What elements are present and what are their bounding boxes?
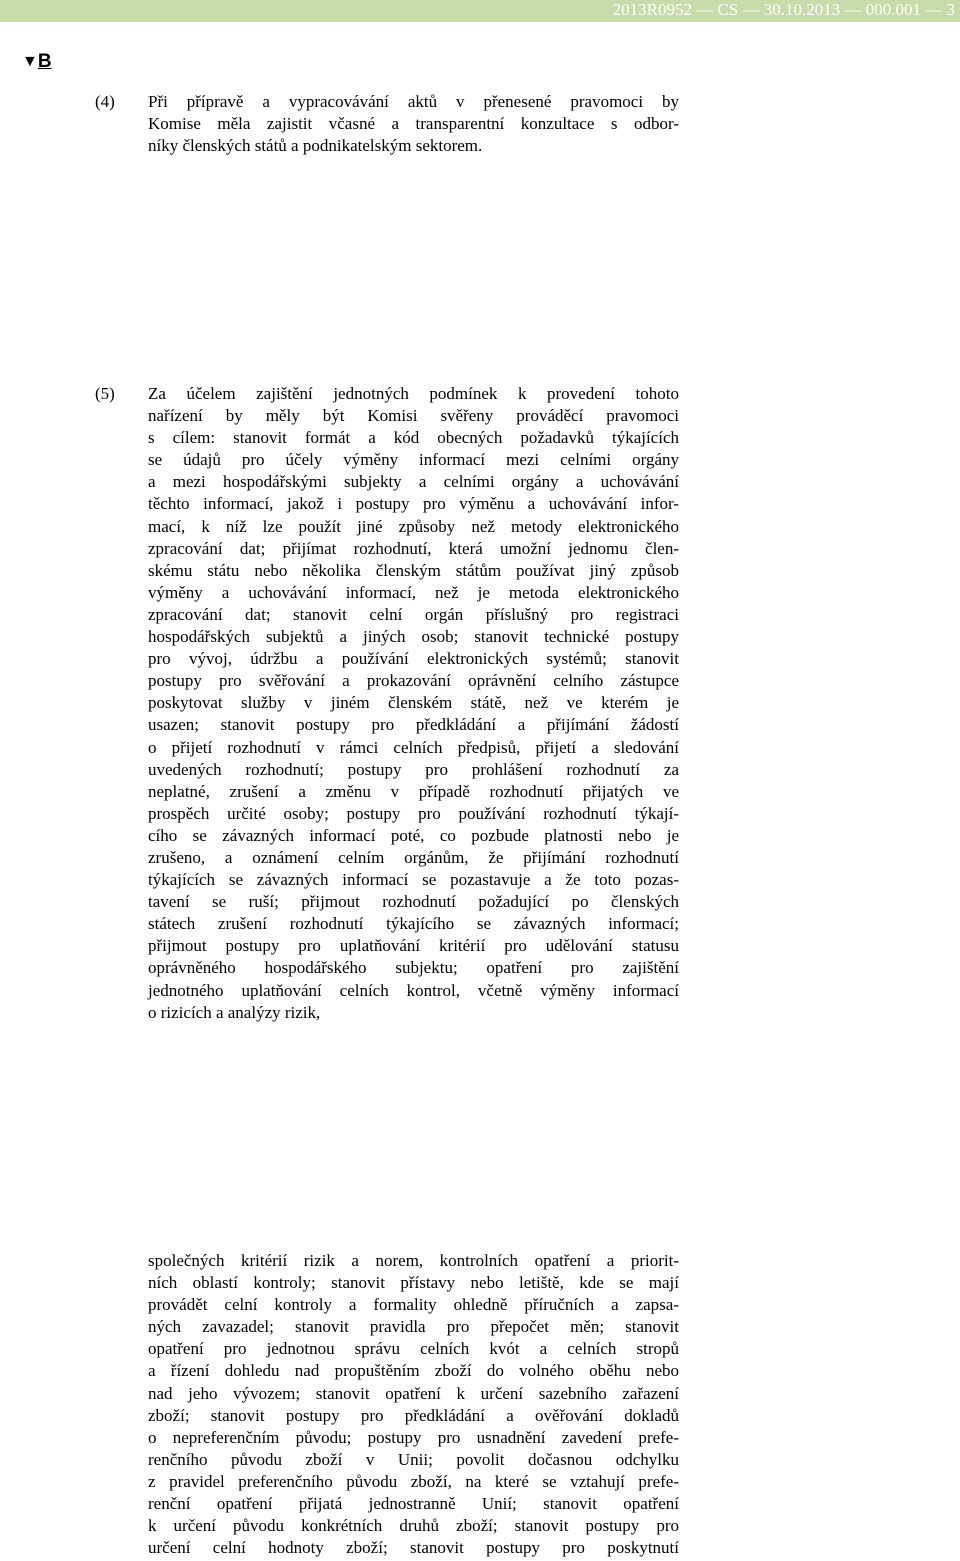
amendment-marker	[22, 51, 52, 73]
text-line: renčního původu zboží v Unii; povolit dočasnou odchylku	[148, 1449, 679, 1469]
text-line: nařízení by měly být Komisi svěřeny prováděcí pravomoci	[148, 406, 679, 426]
text-line: renční opatření přijatá jednostranně Unií; stanovit opatření	[148, 1494, 679, 1514]
text-line: mací, k níž lze použít jiné způsoby než metody elektronického	[148, 516, 679, 536]
text-line: k určení původu konkrétních druhů zboží; stanovit postupy pro	[148, 1516, 679, 1536]
text-line: níky členských států a podnikatelským sektorem.	[148, 136, 483, 156]
text-line: jednotného uplatňování celních kontrol, včetně výměny informací	[148, 980, 679, 1000]
text-line: zboží; stanovit postupy pro předkládání a ověřování dokladů	[148, 1405, 679, 1425]
recital-number: (5)	[95, 384, 115, 403]
document-reference: 2013R0952 — CS — 30.10.2013 — 000.001 — 3	[612, 0, 955, 19]
text-line: o nepreferenčním původu; postupy pro usnadnění zavedení prefe-	[148, 1427, 679, 1447]
text-line: z pravidel preferenčního původu zboží, na které se vztahují prefe-	[148, 1471, 679, 1491]
text-line: přijmout postupy pro uplatňování kritérií pro udělování statusu	[148, 936, 679, 956]
text-line: se údajů pro účely výměny informací mezi celními orgány	[148, 450, 679, 470]
text-line: společných kritérií rizik a norem, kontrolních opatření a priorit-	[148, 1251, 679, 1270]
text-line: hospodářských subjektů a jiných osob; stanovit technické postupy	[148, 627, 679, 647]
text-line: Za účelem zajištění jednotných podmínek k provedení tohoto	[148, 384, 679, 403]
text-line: Při přípravě a vypracovávání aktů v přenesené pravomoci by	[148, 92, 679, 111]
text-line: zpracování dat; stanovit celní orgán příslušný pro registraci	[148, 604, 679, 624]
recital-5-continuation-text	[148, 1250, 679, 1559]
document-header-bar	[0, 0, 960, 22]
text-line: státech zrušení rozhodnutí týkajícího se závazných informací;	[148, 914, 679, 934]
text-line: ných zavazadel; stanovit pravidla pro přepočet měn; stanovit	[148, 1317, 679, 1337]
text-line: o rizicích a analýzy rizik,	[148, 1002, 321, 1022]
text-line: těchto informací, jakož i postupy pro výměnu a uchovávání infor-	[148, 494, 679, 514]
text-line: uvedených rozhodnutí; postupy pro prohlášení rozhodnutí za	[148, 759, 679, 779]
text-line: a řízení dohledu nad propuštěním zboží do volného oběhu nebo	[148, 1361, 679, 1381]
text-line: určení celní hodnoty zboží; stanovit postupy pro poskytnutí	[148, 1538, 679, 1558]
text-line: o přijetí rozhodnutí v rámci celních předpisů, přijetí a sledování	[148, 737, 679, 757]
text-line: cího se závazných informací poté, co pozbude platnosti nebo je	[148, 825, 679, 845]
text-line: pro vývoj, údržbu a používání elektronických systémů; stanovit	[148, 649, 679, 669]
text-line: a mezi hospodářskými subjekty a celními orgány a uchovávání	[148, 472, 679, 492]
text-line: poskytovat služby v jiném členském státě, než ve kterém je	[148, 693, 679, 713]
recital-number: (4)	[95, 92, 115, 111]
text-line: tavení se ruší; přijmout rozhodnutí požadující po členských	[148, 892, 679, 912]
text-line: ních oblastí kontroly; stanovit přístavy nebo letiště, kde se mají	[148, 1273, 679, 1293]
text-line: týkajících se závazných informací se pozastavuje a že toto pozas-	[148, 870, 679, 890]
amendment-marker-link[interactable]: B	[37, 51, 52, 72]
text-line: nad jeho vývozem; stanovit opatření k určení sazebního zařazení	[148, 1383, 679, 1403]
text-line: skému státu nebo několika členským státům používat jiný způsob	[148, 560, 679, 580]
text-line: výměny a uchovávání informací, než je metoda elektronického	[148, 582, 679, 602]
text-line: neplatné, zrušení a změnu v případě rozhodnutí přijatých ve	[148, 781, 679, 801]
text-line: oprávněného hospodářského subjektu; opatření pro zajištění	[148, 958, 679, 978]
text-line: provádět celní kontroly a formality ohledně příručních a zapsa-	[148, 1295, 679, 1315]
text-line: prospěch určité osoby; postupy pro používání rozhodnutí týkají-	[148, 803, 679, 823]
text-line: usazen; stanovit postupy pro předkládání a přijímání žádostí	[148, 715, 679, 735]
text-line: postupy pro svěřování a prokazování oprávnění celního zástupce	[148, 671, 679, 691]
text-line: zpracování dat; přijímat rozhodnutí, která umožní jednomu člen-	[148, 538, 679, 558]
text-line: opatření pro jednotnou správu celních kvót a celních stropů	[148, 1339, 679, 1359]
down-triangle-icon: ▼	[22, 53, 38, 70]
text-line: s cílem: stanovit formát a kód obecných požadavků týkajících	[148, 428, 679, 448]
recital-4-text	[148, 91, 679, 157]
recital-5-text	[148, 383, 679, 1024]
text-line: Komise měla zajistit včasné a transparentní konzultace s odbor-	[148, 114, 679, 134]
text-line: zrušeno, a oznámení celním orgánům, že přijímání rozhodnutí	[148, 847, 679, 867]
